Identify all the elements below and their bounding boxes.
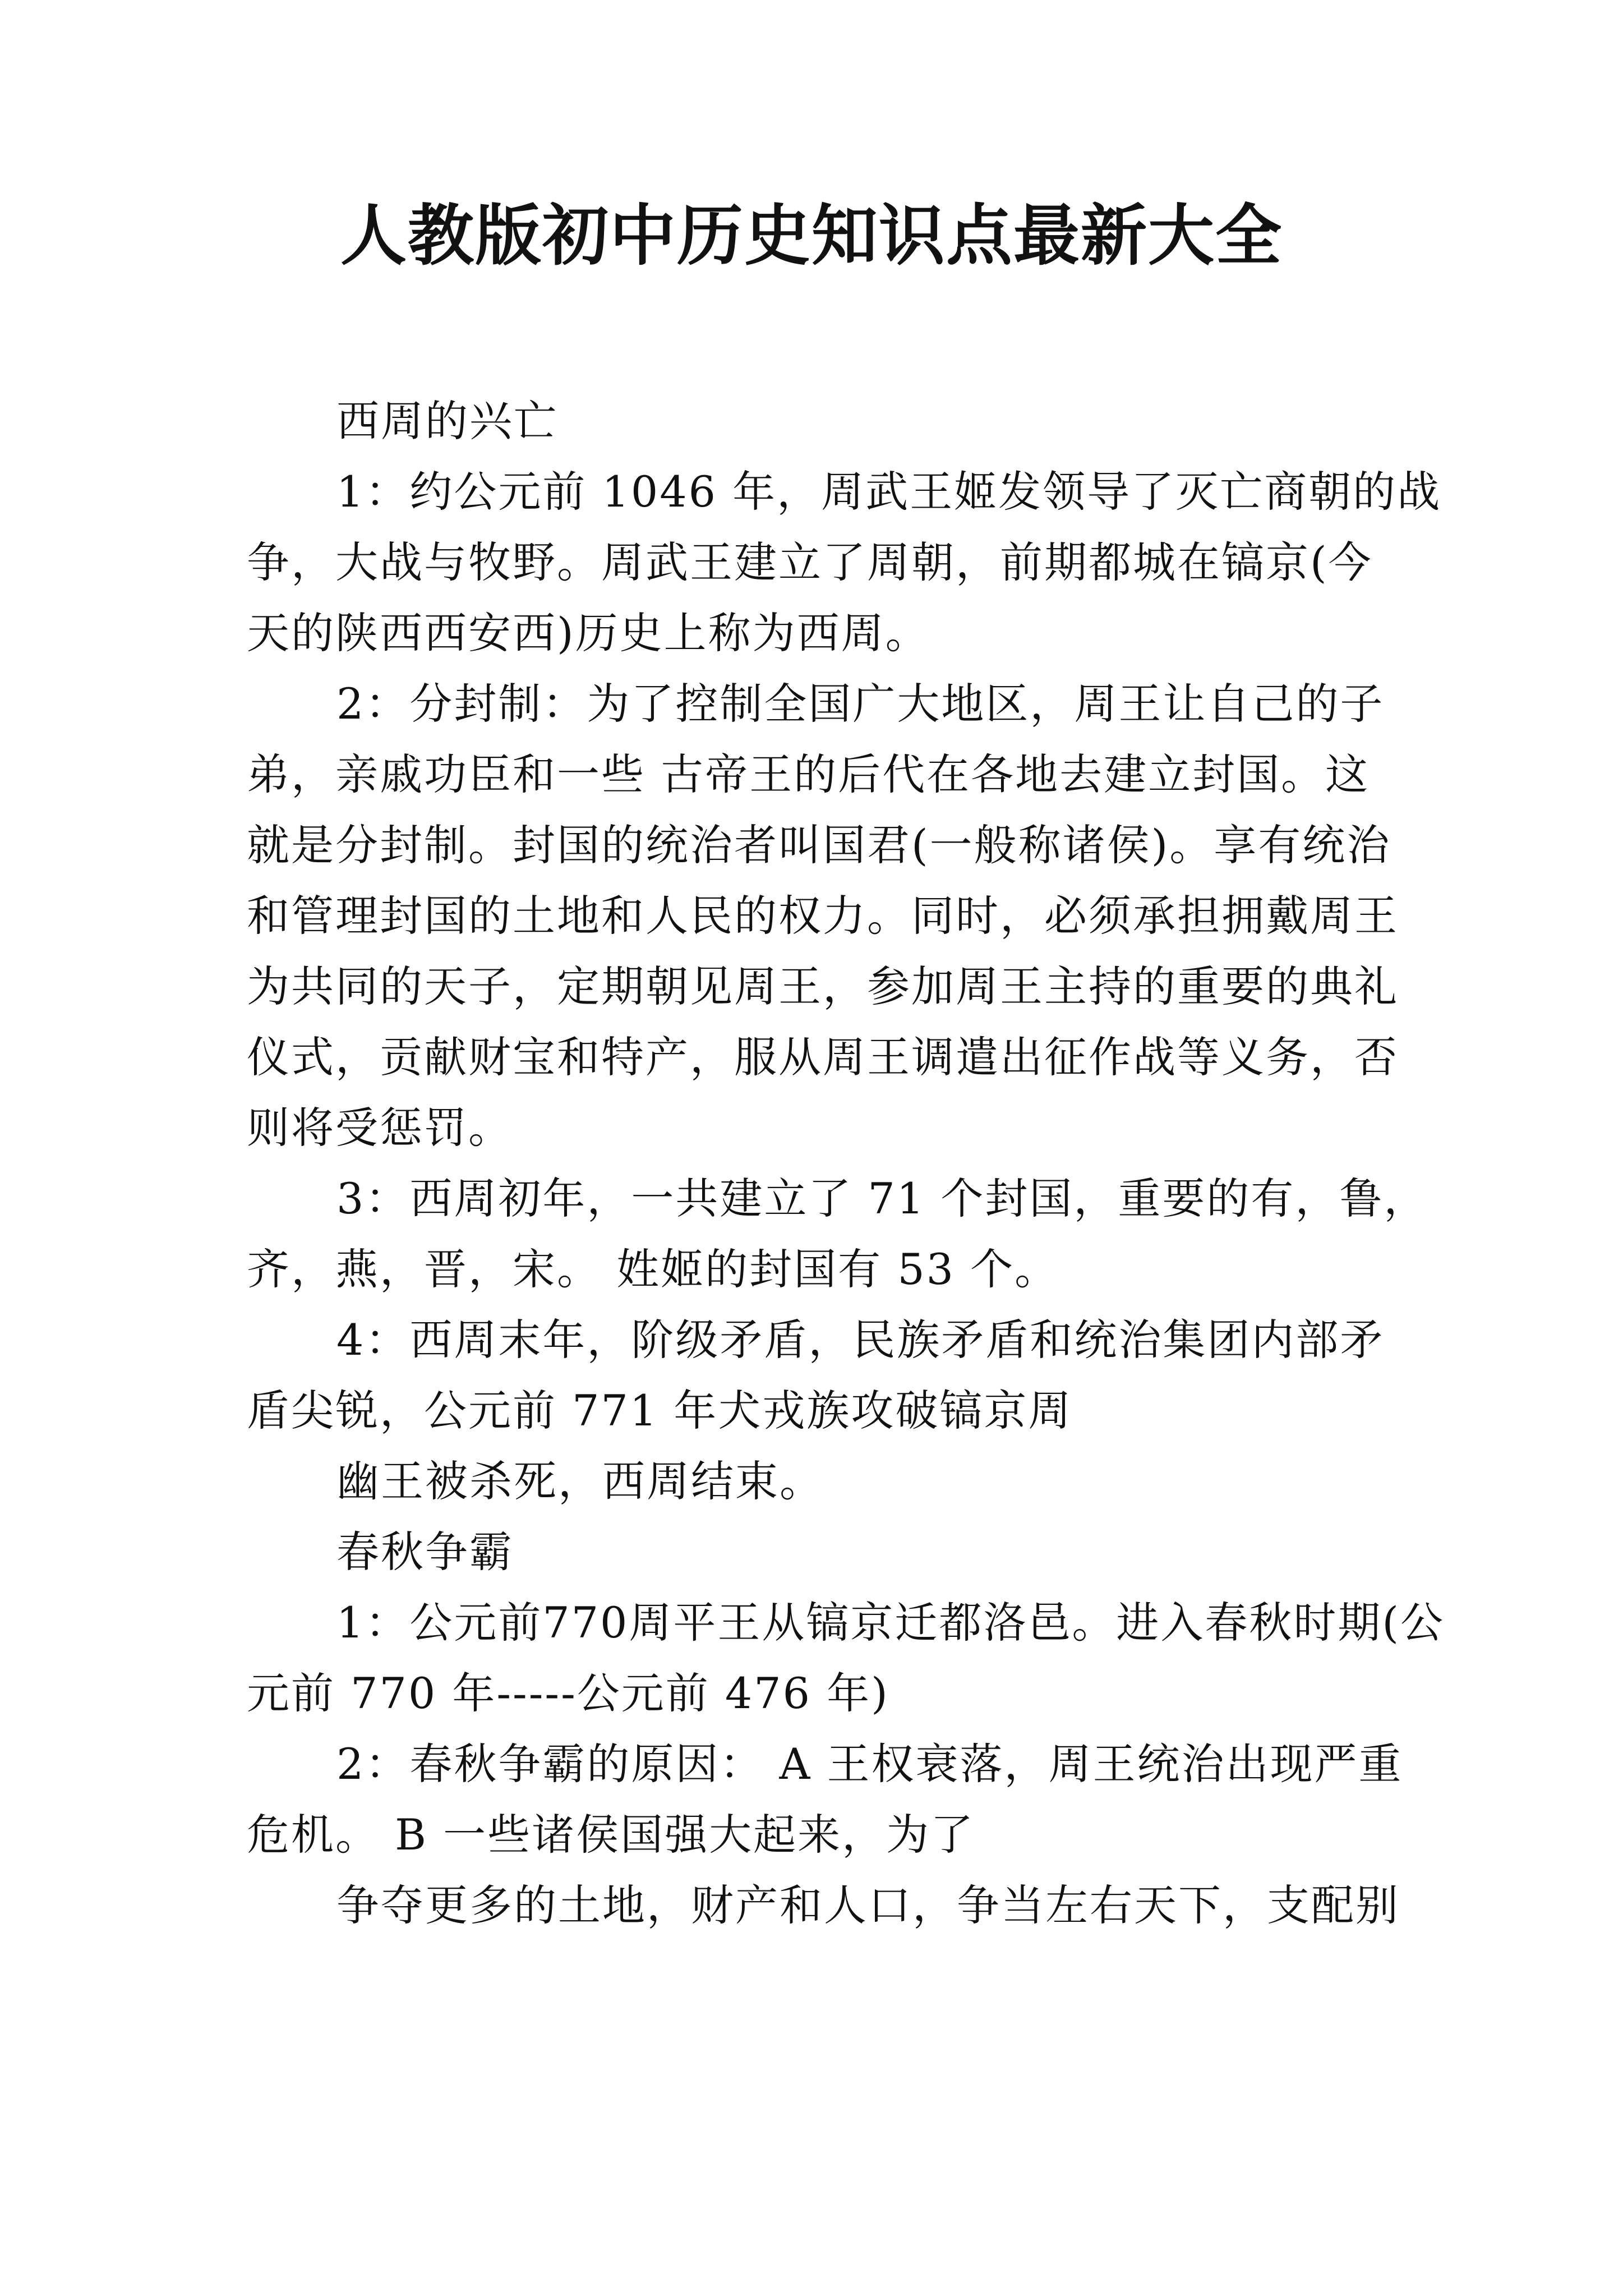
text-line: 和管理封国的土地和人民的权力。同时，必须承担拥戴周王 bbox=[247, 891, 1399, 941]
text-line: 2：分封制：为了控制全国广大地区，周王让自己的子 bbox=[336, 679, 1385, 729]
text-line: 则将受惩罚。 bbox=[247, 1103, 513, 1153]
text-line: 争，大战与牧野。周武王建立了周朝，前期都城在镐京(今 bbox=[247, 537, 1373, 587]
text-line: 就是分封制。封国的统治者叫国君(一般称诸侯)。享有统治 bbox=[247, 820, 1391, 870]
document-title: 人教版初中历史知识点最新大全 bbox=[340, 196, 1283, 274]
text-line: 争夺更多的土地，财产和人口，争当左右天下，支配别 bbox=[336, 1880, 1400, 1930]
text-line: 1：公元前770周平王从镐京迁都洛邑。进入春秋时期(公 bbox=[336, 1598, 1445, 1648]
text-line: 天的陕西西安西)历史上称为西周。 bbox=[247, 608, 930, 658]
text-line: 2：春秋争霸的原因： A 王权衰落，周王统治出现严重 bbox=[336, 1739, 1403, 1789]
text-line: 危机。 B 一些诸侯国强大起来，为了 bbox=[247, 1810, 975, 1860]
section-heading-xizhou: 西周的兴亡 bbox=[336, 396, 558, 446]
text-line: 3：西周初年，一共建立了 71 个封国，重要的有，鲁， bbox=[336, 1174, 1428, 1223]
section-heading-chunqiu: 春秋争霸 bbox=[336, 1527, 514, 1577]
text-line: 幽王被杀死，西周结束。 bbox=[336, 1456, 824, 1506]
text-line: 齐，燕，晋，宋。 姓姬的封国有 53 个。 bbox=[247, 1244, 1059, 1294]
text-line: 弟，亲戚功臣和一些 古帝王的后代在各地去建立封国。这 bbox=[247, 749, 1370, 799]
text-line: 盾尖锐，公元前 771 年犬戎族攻破镐京周 bbox=[247, 1386, 1073, 1435]
text-line: 仪式，贡献财宝和特产，服从周王调遣出征作战等义务，否 bbox=[247, 1032, 1399, 1082]
text-line: 4：西周末年，阶级矛盾，民族矛盾和统治集团内部矛 bbox=[336, 1315, 1385, 1365]
text-line: 1：约公元前 1046 年，周武王姬发领导了灭亡商朝的战 bbox=[336, 467, 1442, 517]
text-line: 元前 770 年-----公元前 476 年) bbox=[247, 1668, 889, 1718]
text-line: 为共同的天子，定期朝见周王，参加周王主持的重要的典礼 bbox=[247, 961, 1399, 1011]
